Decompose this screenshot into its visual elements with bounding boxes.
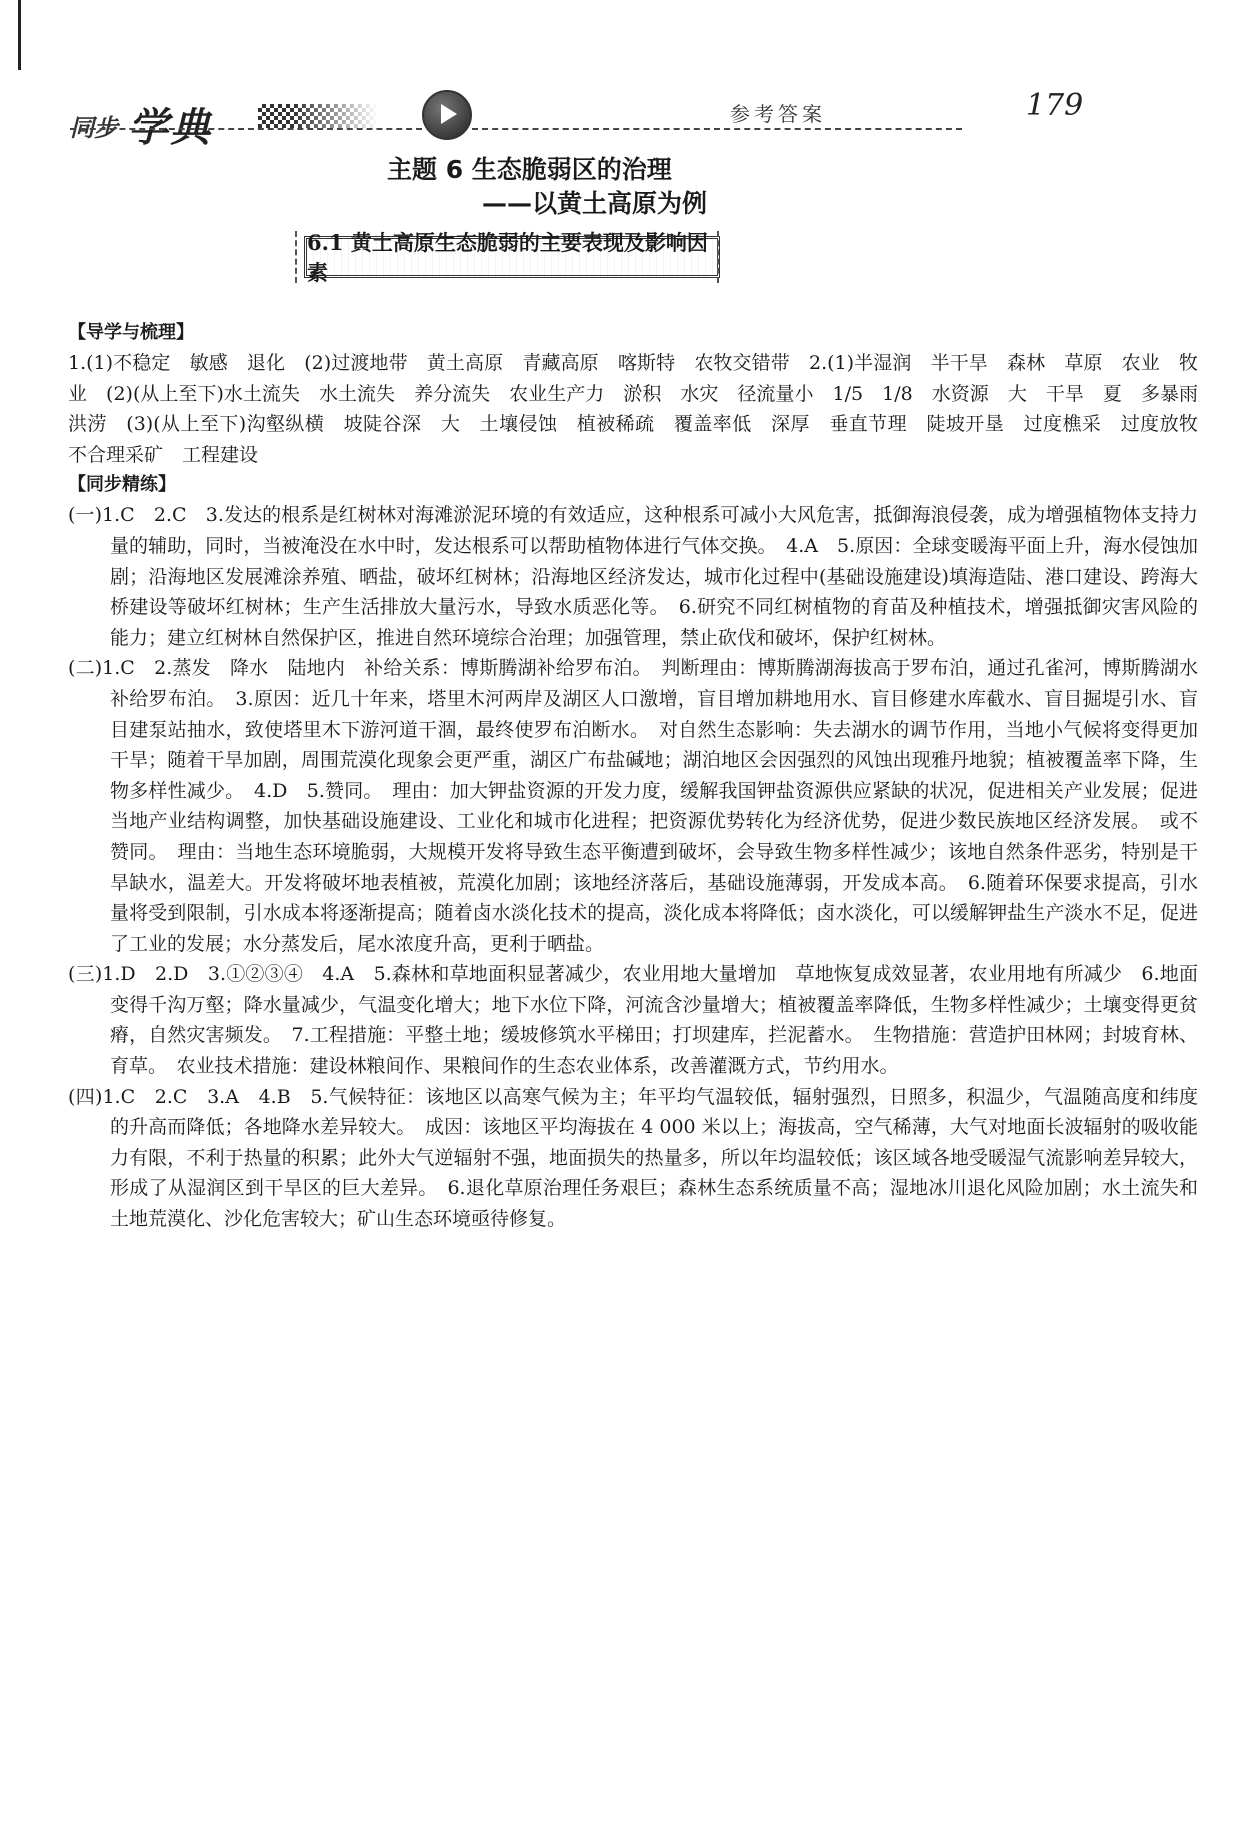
topic-title: 主题 6 生态脆弱区的治理 (387, 155, 672, 184)
topic-subtitle: ——以黄土高原为例 (482, 189, 708, 218)
guide-heading: 【导学与梳理】 (68, 322, 194, 343)
section-title-box (304, 230, 720, 285)
practice-item: (二)1.C 2.蒸发 降水 陆地内 补给关系：博斯腾湖补给罗布泊。 判断理由：博斯腾湖海拔高于罗布泊，通过孔雀河，博斯腾湖水补给罗布泊。 3.原因：近几十年来，塔里木河两岸及湖区人口激增，盲目增加耕地用水、盲目修建水库截水、盲目掘堤引水、盲目建泵站抽水，致使塔里木下游河道干涸，最终使罗布泊断水。 对自然生态影响：失去湖水的调节作用，当地小气候将变得更加干旱；随着干旱加剧，周围荒漠化现象会更严重，湖区广布盐碱地；湖泊地区会因强烈的风蚀出现雅丹地貌；植被覆盖率下降，生物多样性减少。 4.D 5.赞同。 理由：加大钾盐资源的开发力度，缓解我国钾盐资源供应紧缺的状况，促进相关产业发展；促进当地产业结构调整，加快基础设施建设、工业化和城市化进程；把资源优势转化为经济优势，促进少数民族地区经济发展。 或不赞同。 理由：当地生态环境脆弱，大规模开发将导致生态平衡遭到破坏，会导致生物多样性减少；该地自然条件恶劣，特别是干旱缺水，温差大。开发将破坏地表植被，荒漠化加剧；该地经济落后，基础设施薄弱，开发成本高。 6.随着环保要求提高，引水量将受到限制，引水成本将逐渐提高；随着卤水淡化技术的提高，淡化成本将降低；卤水淡化，可以缓解钾盐生产淡水不足，促进了工业的发展；水分蒸发后，尾水浓度升高，更利于晒盐。 (68, 657, 1198, 955)
page-spine-line (18, 0, 21, 70)
header-dashline-left (70, 128, 422, 130)
page-header (70, 88, 1130, 148)
header-title: 参考答案 (730, 102, 826, 126)
practice-item: (四)1.C 2.C 3.A 4.B 5.气候特征：该地区以高寒气候为主；年平均气温较低，辐射强烈，日照多，积温少，气温随高度和纬度的升高而降低；各地降水差异较大。 成因：该地区平均海拔在 4 000 米以上；海拔高，空气稀薄，大气对地面长波辐射的吸收能力有限，不利于热量的积累；此外大气逆辐射不强，地面损失的热量多，所以年均温较低；该区域各地受暖湿气流影响差异较大，形成了从湿润区到干旱区的巨大差异。 6.退化草原治理任务艰巨；森林生态系统质量不高；湿地冰川退化风险加剧；水土流失和土地荒漠化、沙化危害较大；矿山生态环境亟待修复。 (68, 1085, 1198, 1231)
practice-item: (三)1.D 2.D 3.①②③④ 4.A 5.森林和草地面积显著减少，农业用地大量增加 草地恢复成效显著，农业用地有所减少 6.地面变得千沟万壑；降水量减少，气温变化增大；地下水位下降，河流含沙量增大；植被覆盖率降低，生物多样性减少；土壤变得更贫瘠，自然灾害频发。 7.工程措施：平整土地；缓坡修筑水平梯田；打坝建库，拦泥蓄水。 生物措施：营造护田林网；封坡育林、育草。 农业技术措施：建设林粮间作、果粮间作的生态农业体系，改善灌溉方式，节约用水。 (68, 963, 1198, 1078)
answer-content (68, 318, 1218, 1235)
logo-small-text: 同步 (70, 115, 118, 142)
play-icon (422, 90, 472, 140)
page-number: 179 (1026, 88, 1084, 123)
practice-item: (一)1.C 2.C 3.发达的根系是红树林对海滩淤泥环境的有效适应，这种根系可减小大风危害，抵御海浪侵袭，成为增强植物体支持力量的辅助，同时，当被淹没在水中时，发达根系可以帮助植物体进行气体交换。 4.A 5.原因：全球变暖海平面上升，海水侵蚀加剧；沿海地区发展滩涂养殖、晒盐，破坏红树林；沿海地区经济发达，城市化过程中(基础设施建设)填海造陆、港口建设、跨海大桥建设等破坏红树林；生产生活排放大量污水，导致水质恶化等。 6.研究不同红树植物的育苗及种植技术，增强抵御灾害风险的能力；建立红树林自然保护区，推进自然环境综合治理；加强管理，禁止砍伐和破坏，保护红树林。 (68, 504, 1198, 649)
practice-heading: 【同步精练】 (68, 474, 176, 496)
guide-text: 1.(1)不稳定 敏感 退化 (2)过渡地带 黄土高原 青藏高原 喀斯特 农牧交错带 2.(1)半湿润 半干旱 森林 草原 农业 牧业 (2)(从上至下)水土流失 水土流失 养分流失 农业生产力 淤积 水灾 径流量小 1/5 1/8 水资源 大 干旱 夏 多暴雨 洪涝 (3)(从上至下)沟壑纵横 坡陡谷深 大 土壤侵蚀 植被稀疏 覆盖率低 深厚 垂直节理 陡坡开垦 过度樵采 过度放牧 不合理采矿 工程建设 (68, 352, 1218, 466)
section-title: 6.1 黄土高原生态脆弱的主要表现及影响因素 (307, 230, 708, 285)
checker-pattern-decoration (258, 104, 378, 128)
header-dashline-right (472, 128, 962, 130)
logo-big-text: 学典 (128, 106, 212, 150)
